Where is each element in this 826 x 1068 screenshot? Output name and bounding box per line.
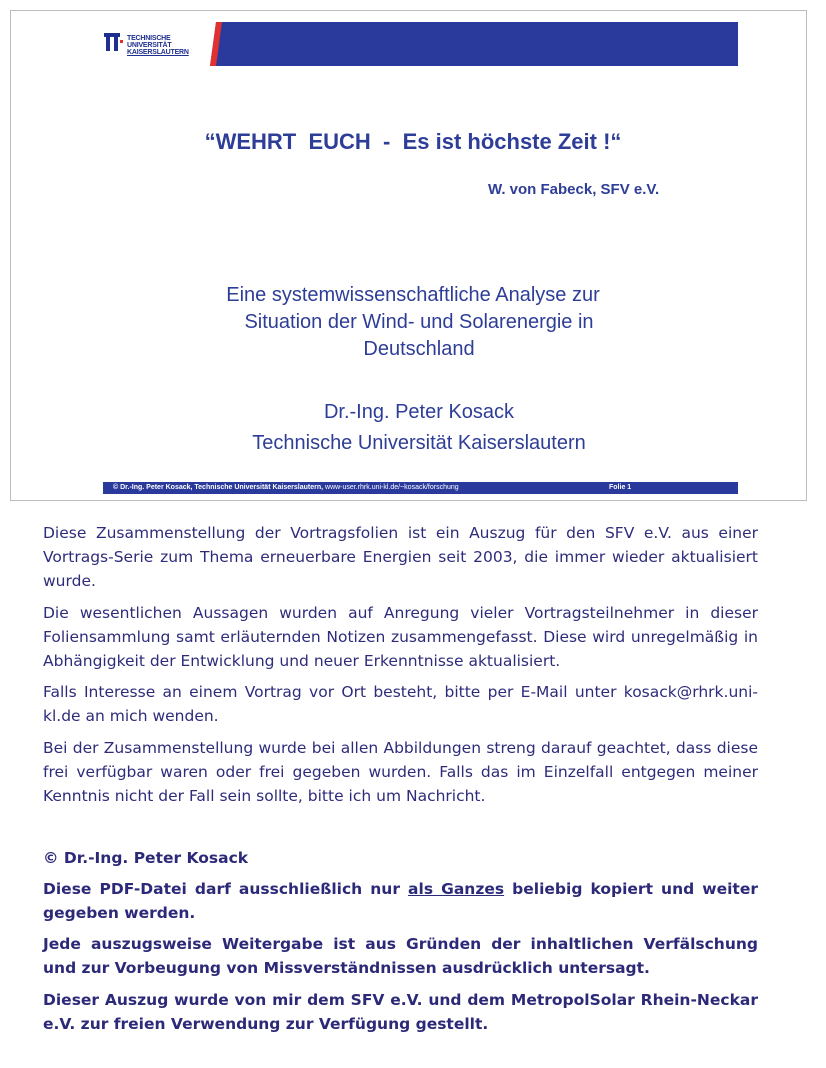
distribution-notice: Diese PDF-Datei darf ausschließlich nur als Ganzes beliebig kopiert und weiter gegeben werden.: [43, 880, 758, 922]
paragraph-contact: [43, 680, 758, 728]
footer-url: www-user.rhrk.uni-kl.de/~kosack/forschung: [325, 484, 459, 491]
logo-line-1: TECHNISCHE UNIVERSITÄT: [127, 35, 172, 49]
paragraph-intro: Diese Zusammenstellung der Vortragsfolien ist ein Auszug für den SFV e.V. aus einer Vortrags-Serie zum Thema erneuerbare Energien seit 2003, die immer wieder aktualisiert wurde.: [43, 524, 758, 590]
contact-text-end: an mich wenden.: [80, 707, 219, 725]
als-ganzes-emphasis: als Ganzes: [408, 880, 505, 898]
header-banner: [210, 22, 738, 66]
usage-permission-notice: Dieser Auszug wurde von mir dem SFV e.V. und dem MetropolSolar Rhein-Neckar e.V. zur freien Verwendung zur Verfügung gestellt.: [43, 991, 758, 1033]
slide-title: “WEHRT EUCH - Es ist höchste Zeit !“: [204, 129, 622, 154]
slide-preview: [10, 10, 807, 501]
logo-wordmark: [127, 35, 202, 56]
footer-page-number: Folie 1: [609, 484, 632, 491]
university-name: Technische Universität Kaiserslautern: [252, 432, 586, 454]
email-link[interactable]: kosack@rhrk.uni-kl.de: [43, 683, 758, 725]
copyright-line: © Dr.-Ing. Peter Kosack: [43, 849, 249, 867]
paragraph-summary: Die wesentlichen Aussagen wurden auf Anregung vieler Vortragsteilnehmer in dieser Foliensammlung samt erläuternden Notizen zusammengefasst. Diese wird unregelmäßig in Abhängigkeit der Entwicklung und neuer Erkenntnisse aktualisiert.: [43, 604, 758, 670]
slide-footer: [103, 482, 738, 494]
subtitle-line-2: Situation der Wind- und Solarenergie in: [244, 311, 594, 333]
logo-line-2: KAISERSLAUTERN: [127, 49, 189, 56]
tu-logo-icon: [102, 31, 124, 53]
presenter-name: Dr.-Ing. Peter Kosack: [323, 401, 515, 423]
paragraph-images-notice: Bei der Zusammenstellung wurde bei allen Abbildungen streng darauf geachtet, dass diese frei verfügbar waren oder frei gegeben wurden. Falls das im Einzelfall entgegen meiner Kenntnis nicht der Fall sein sollte, bitte ich um Nachricht.: [43, 739, 758, 805]
footer-copyright: © Dr.-Ing. Peter Kosack, Technische Universität Kaiserslautern, www-user.rhrk.uni-kl.de/~kosack/forschung: [113, 484, 459, 491]
excerpt-prohibition-notice: Jede auszugsweise Weitergabe ist aus Gründen der inhaltlichen Verfälschung und zur Vorbeugung von Missverständnissen ausdrücklich untersagt.: [43, 935, 758, 977]
contact-text: Falls Interesse an einem Vortrag vor Ort besteht, bitte per E-Mail unter: [43, 683, 617, 701]
slide-author: W. von Fabeck, SFV e.V.: [488, 181, 660, 198]
subtitle-line-3: Deutschland: [363, 338, 475, 360]
university-logo: [102, 24, 202, 60]
subtitle-line-1: Eine systemwissenschaftliche Analyse zur: [226, 284, 600, 306]
